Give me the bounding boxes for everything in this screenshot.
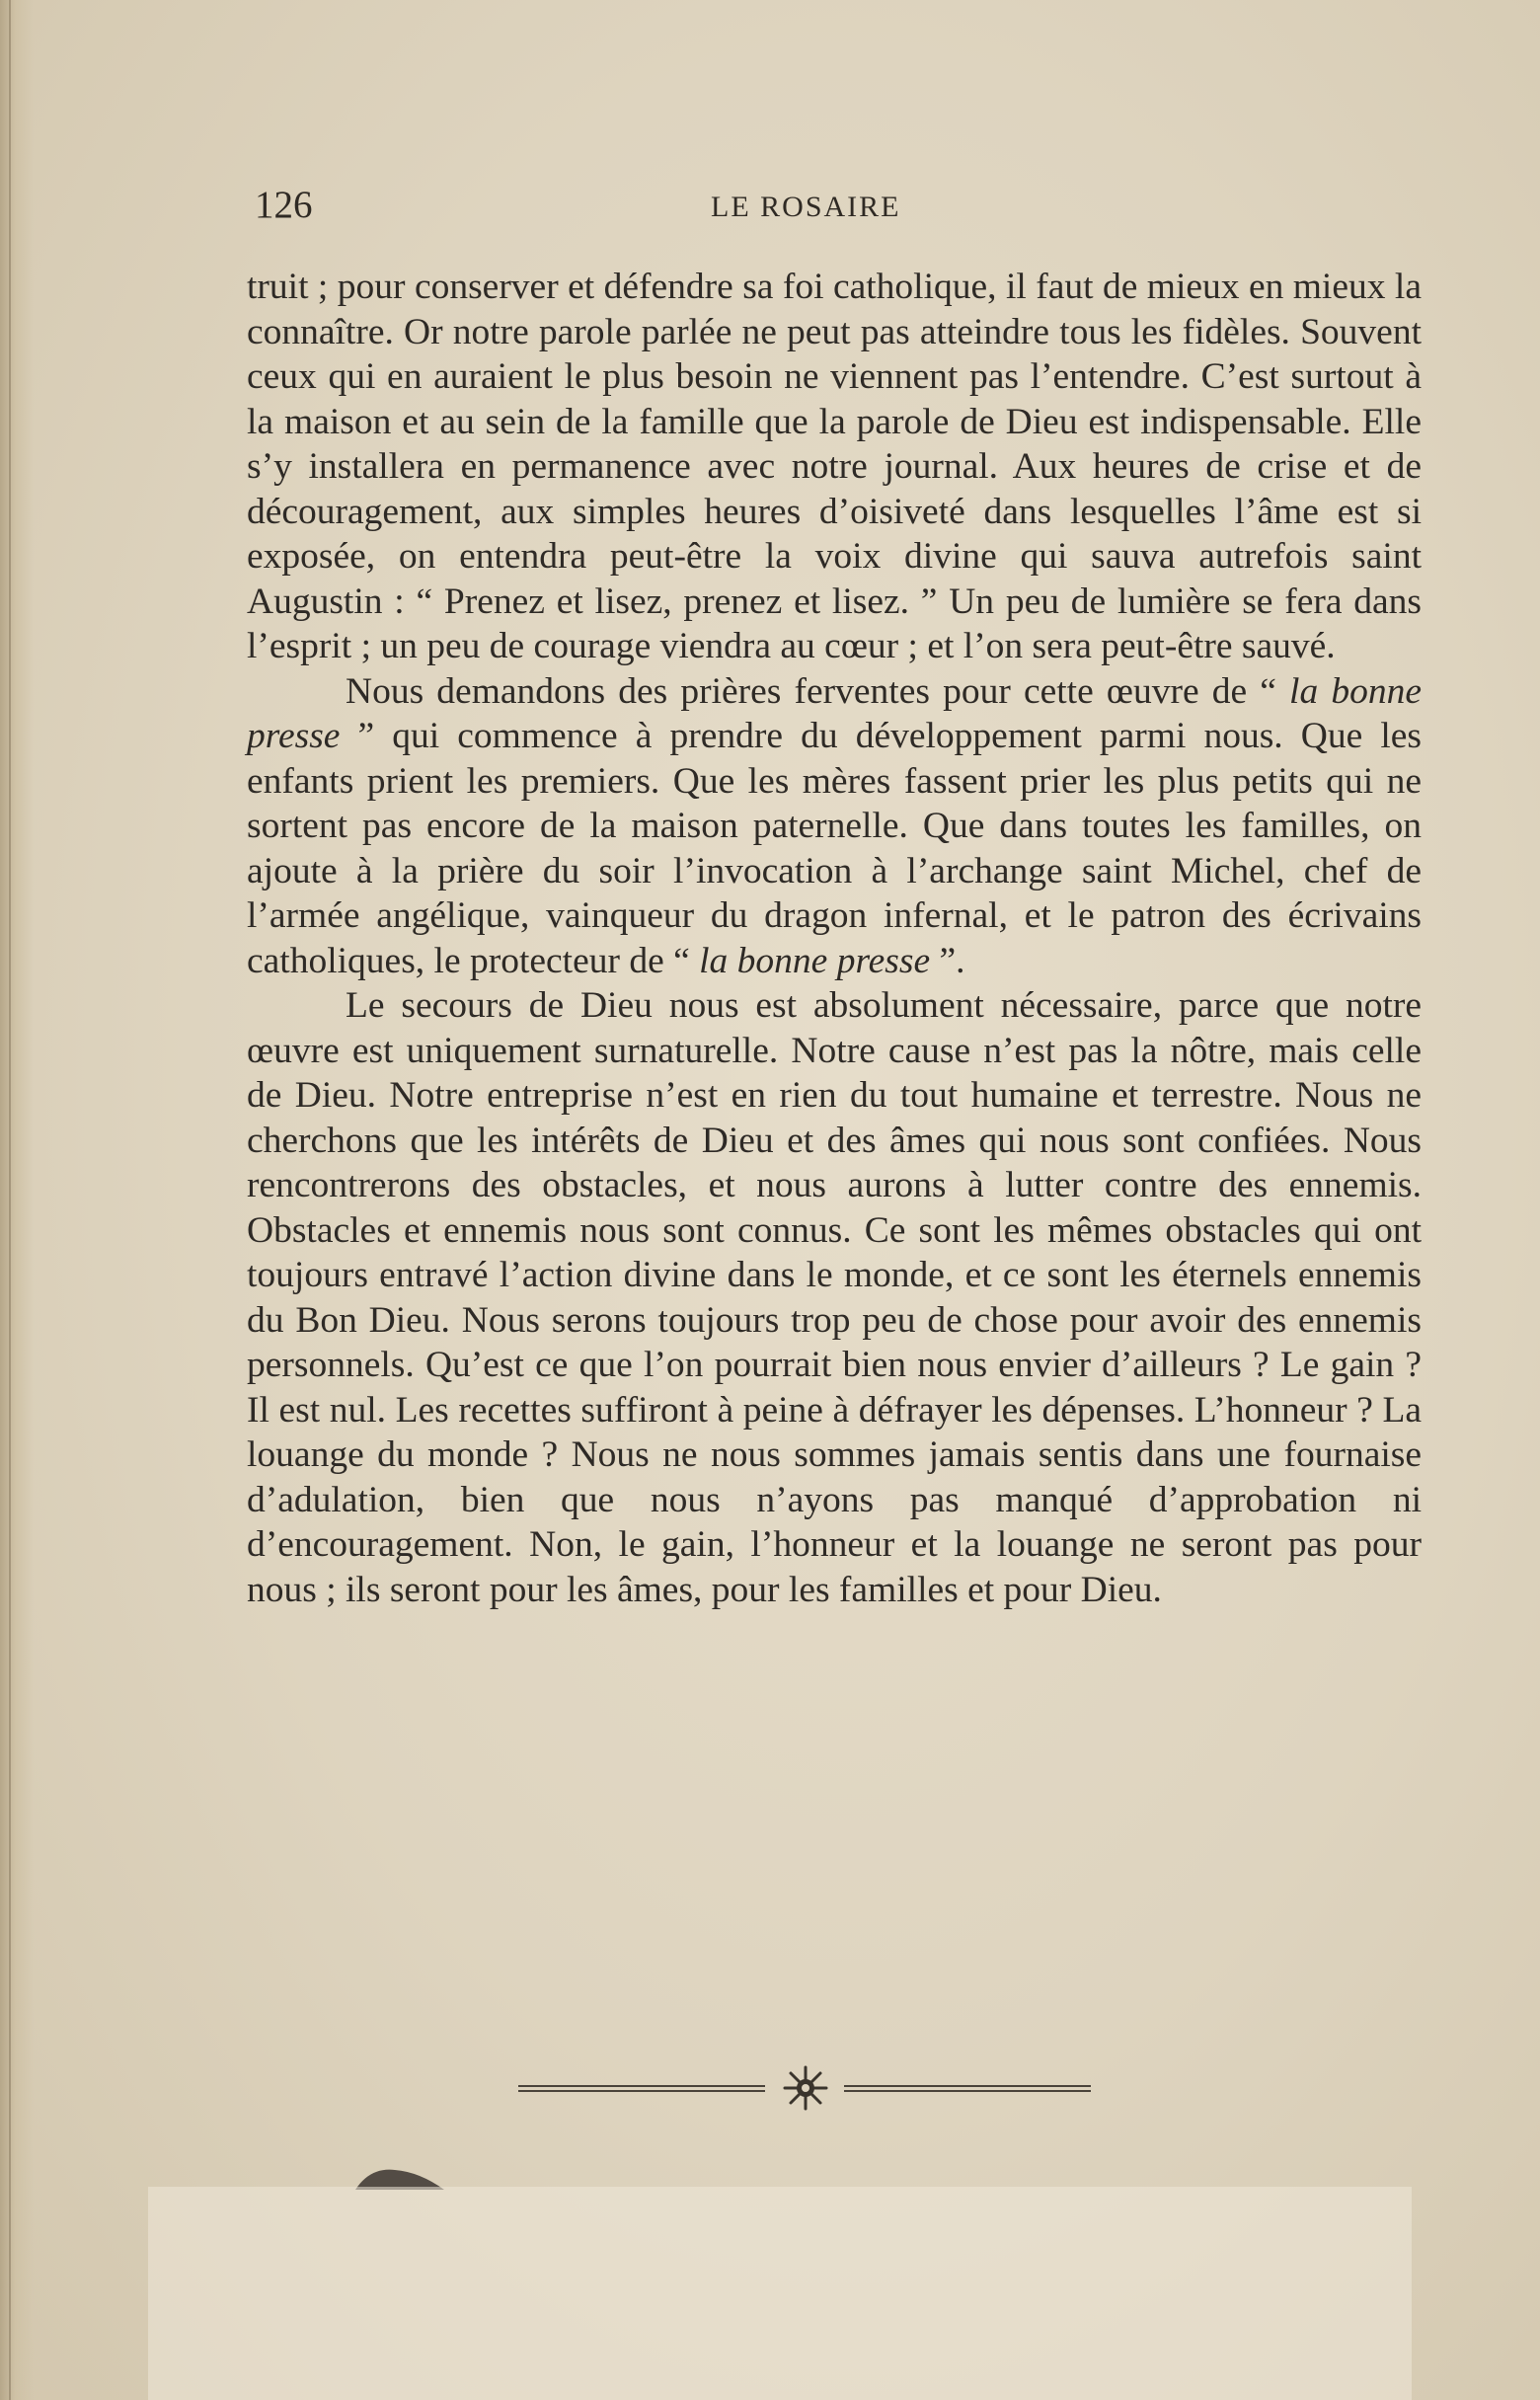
paragraph-2-text-a: Nous demandons des prières ferventes pour cette œuvre de “ [346,670,1290,712]
paragraph-2 [247,669,1422,984]
paragraph-2-italic-a: la bonne presse [247,670,1422,756]
running-head: LE ROSAIRE [711,191,901,223]
paragraph-3-text: Le secours de Dieu nous est absolument nécessaire, parce que notre œuvre est uniquement surnaturelle. Notre cause n’est pas la nôtre, mais celle de Dieu. Notre entreprise n’est en rien du tout humaine et terrestre. Nous ne cherchons que les intérêts de Dieu et des âmes qui nous sont confiées. Nous rencontrerons des obstacles, et nous aurons à lutter contre des ennemis. Obstacles et ennemis nous sont connus. Ce sont les mêmes obstacles qui ont toujours entravé l’action divine dans le monde, et ce sont les éternels ennemis du Bon Dieu. Nous serons toujours trop peu de chose pour avoir des ennemis personnels. Qu’est ce que l’on pourrait bien nous envier d’ailleurs ? Le gain ? Il est nul. Les recettes suffiront à peine à défrayer les dépenses. L’honneur ? La louange du monde ? Nous ne nous sommes jamais sentis dans une fournaise d’adulation, bien que nous n’ayons pas manqué d’approbation ni d’encouragement. Non, le gain, l’honneur et la louange ne seront pas pour nous ; ils seront pour les âmes, pour les familles et pour Dieu. [247,985,1422,1610]
binding-edge [9,0,11,2400]
paragraph-1-text: truit ; pour conserver et défendre sa foi catholique, il faut de mieux en mieux la connaître. Or notre parole parlée ne peut pas atteindre tous les fidèles. Souvent ceux qui en auraient le plus besoin ne viennent pas l’entendre. C’est surtout à la maison et au sein de la famille que la parole de Dieu est indispensable. Elle s’y installera en permanence avec notre journal. Aux heures de crise et de découragement, aux simples heures d’oisiveté dans lesquelles l’âme est si exposée, on entendra peut-être la voix divine qui sauva autrefois saint Augustin : “ Prenez et lisez, prenez et lisez. ” Un peu de lumière se fera dans l’esprit ; un peu de courage viendra au cœur ; et l’on sera peut-être sauvé. [247,267,1422,666]
book-spine-shadow [0,0,34,2400]
page-number: 126 [255,184,313,226]
ornament-left-rule [518,2085,765,2092]
paragraph-2-text-b: ” qui commence à prendre du développement parmi nous. Que les enfants prient les premiers. Que les mères fassent prier les plus petits qui ne sortent pas encore de la maison paternelle. Que dans toutes les familles, on ajoute à la prière du soir l’invocation à l’archange saint Michel, chef de l’armée angélique, vainqueur du dragon infernal, et le patron des écrivains catholiques, le protecteur de “ [247,716,1422,981]
paragraph-2-italic-b: la bonne presse [699,940,931,981]
paragraph-2-text-c: ”. [930,940,965,981]
paper-discoloration [148,2187,1412,2400]
paragraph-3 [247,983,1422,1612]
ornament-right-rule [844,2085,1091,2092]
body-text [247,265,1422,1612]
page-header [247,183,1431,232]
paragraph-1 [247,265,1422,669]
sun-star-ornament-icon [777,2063,834,2113]
section-end-ornament [518,2063,1091,2113]
